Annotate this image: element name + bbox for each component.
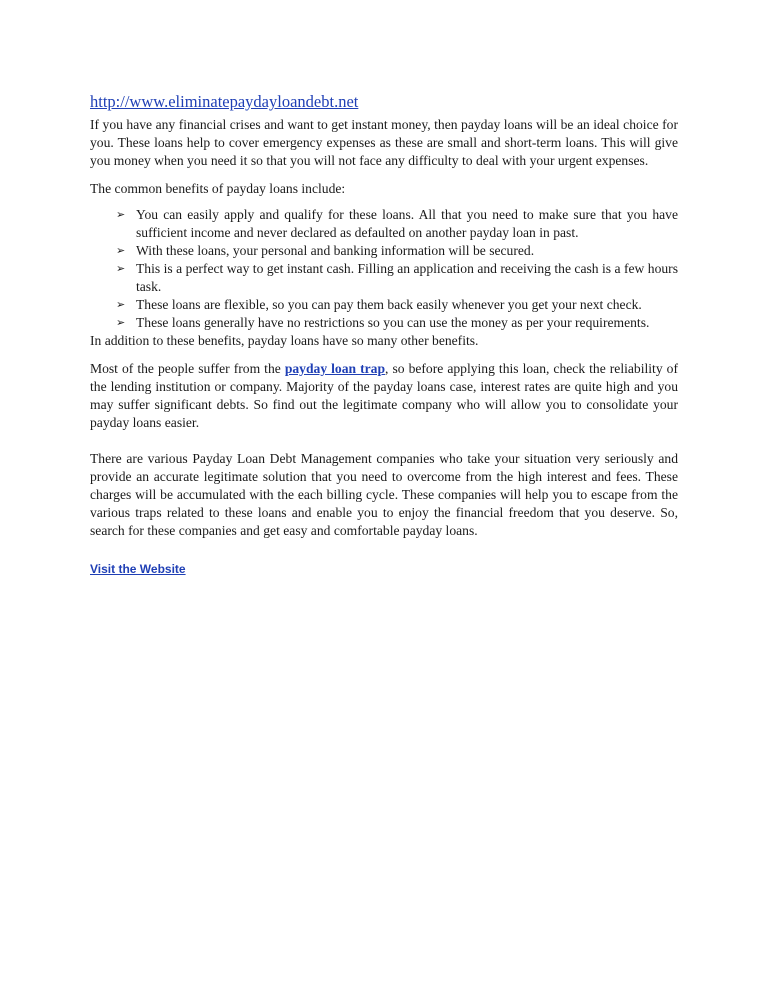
visit-website-link[interactable]: Visit the Website <box>90 562 186 576</box>
arrow-bullet-icon: ➢ <box>116 208 126 221</box>
benefits-list <box>90 206 678 332</box>
list-item: ➢ You can easily apply and qualify for these loans. All that you need to make sure that you have sufficient income and never declared as defaulted on another payday loan in past. <box>116 207 678 240</box>
document-page <box>90 92 678 578</box>
list-item: ➢ With these loans, your personal and banking information will be secured. <box>116 243 535 258</box>
addition-paragraph: In addition to these benefits, payday loans have so many other benefits. <box>90 333 479 348</box>
arrow-bullet-icon: ➢ <box>116 244 126 257</box>
arrow-bullet-icon: ➢ <box>116 262 126 275</box>
list-item: ➢ These loans are flexible, so you can pay them back easily whenever you get your next check. <box>116 297 642 312</box>
intro-paragraph: If you have any financial crises and want to get instant money, then payday loans will be an ideal choice for you. These loans help to cover emergency expenses as these are small and short-term loans. This will give you money when you need it so that you will not face any difficulty to deal with your urgent expenses. <box>90 117 678 168</box>
list-item: ➢ This is a perfect way to get instant cash. Filling an application and receiving the cash is a few hours task. <box>116 261 678 294</box>
benefits-heading: The common benefits of payday loans include: <box>90 181 346 196</box>
management-paragraph: There are various Payday Loan Debt Management companies who take your situation very seriously and provide an accurate legitimate solution that you need to overcome from the high interest and fees. These charges will be accumulated with the each billing cycle. These companies will help you to escape from the various traps related to these loans and enable you to enjoy the financial freedom that you deserve. So, search for these companies and get easy and comfortable payday loans. <box>90 451 678 538</box>
arrow-bullet-icon: ➢ <box>116 298 126 311</box>
arrow-bullet-icon: ➢ <box>116 316 126 329</box>
site-url-link[interactable]: http://www.eliminatepaydayloandebt.net <box>90 92 359 111</box>
payday-loan-trap-link[interactable]: payday loan trap <box>284 361 386 376</box>
trap-paragraph: Most of the people suffer from the payday loan trap, so before applying this loan, check the reliability of the lending institution or company. Majority of the payday loans case, interest rates are quite high and you may suffer significant debts. So find out the legitimate company who will allow you to consolidate your payday loans easier. <box>90 361 678 430</box>
list-item: ➢ These loans generally have no restrictions so you can use the money as per your requirements. <box>116 315 650 330</box>
